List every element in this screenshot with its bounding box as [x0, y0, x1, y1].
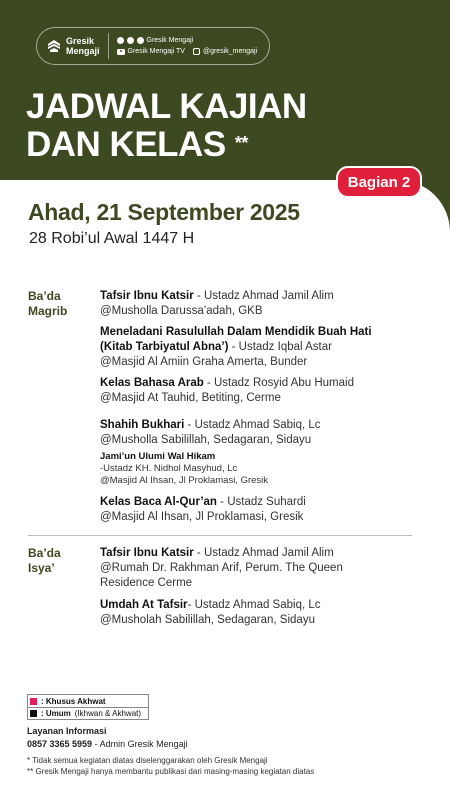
session-label-isya	[28, 546, 88, 576]
social-name: Gresik Mengaji	[146, 37, 194, 44]
session-label-magrib	[28, 289, 88, 319]
item-venue: @Masjid At Tauhid, Betiting, Cerme	[100, 392, 281, 404]
list-item	[100, 418, 321, 448]
item-venue: @Musholah Sabilillah, Sedagaran, Sidayu	[100, 614, 315, 626]
pill-divider	[108, 33, 109, 59]
list-item	[100, 495, 306, 525]
item-topic: Tafsir Ibnu Katsir	[100, 547, 194, 559]
contact-title: Layanan Informasi	[27, 726, 107, 736]
item-ustadz: - Ustadz Ahmad Jamil Alim	[193, 290, 334, 302]
item-topic: Tafsir Ibnu Katsir	[100, 290, 194, 302]
session-label-line2: Isya’	[28, 561, 55, 575]
list-item	[100, 289, 334, 319]
title-mark: **	[234, 133, 248, 153]
umum-swatch	[30, 710, 37, 717]
footnote-1: * Tidak semua kegiatan diatas diselenggarakan oleh Gresik Mengaji	[27, 756, 268, 765]
brand-name-line2: Mengaji	[66, 46, 100, 56]
facebook-icon	[117, 37, 124, 44]
social-row-1	[117, 37, 258, 44]
social-links	[117, 37, 258, 55]
item-topic: Jami’un Ulumi Wal Hikam	[100, 451, 216, 462]
part-badge: Bagian 2	[336, 166, 422, 198]
legend-akhwat-label: : Khusus Akhwat	[41, 696, 106, 706]
akhwat-swatch	[30, 698, 37, 705]
item-topic: Kelas Baca Al-Qur’an	[100, 496, 217, 508]
item-ustadz: -Ustadz KH. Nidhol Masyhud, Lc	[100, 463, 238, 474]
item-ustadz: - Ustadz Ahmad Sabiq, Lc	[187, 599, 321, 611]
page-title	[26, 88, 307, 164]
item-venue: @Musholla Darussa’adah, GKB	[100, 305, 263, 317]
session-label-line1: Ba’da	[28, 546, 61, 560]
title-line1: JADWAL KAJIAN	[26, 87, 307, 126]
session-label-line1: Ba’da	[28, 289, 61, 303]
brand-pill	[36, 27, 270, 65]
item-ustadz: - Ustadz Ahmad Jamil Alim	[193, 547, 334, 559]
item-topic: Shahih Bukhari	[100, 419, 185, 431]
item-ustadz: - Ustadz Ahmad Sabiq, Lc	[184, 419, 321, 431]
instagram-handle: @gresik_mengaji	[202, 48, 258, 55]
list-item	[100, 546, 343, 591]
brand-name-line1: Gresik	[66, 36, 95, 46]
item-venue: @Masjid Al Ihsan, Jl Proklamasi, Gresik	[100, 511, 304, 523]
brand-logo	[47, 36, 100, 56]
mosque-logo-icon	[47, 39, 61, 53]
brand-name	[66, 36, 100, 56]
contact-phone[interactable]: 0857 3365 5959	[27, 739, 93, 749]
item-topic-sub: (Kitab Tarbiyatul Abna’)	[100, 341, 229, 353]
instagram-icon	[193, 48, 200, 55]
item-ustadz: - Ustadz Suhardi	[216, 496, 306, 508]
session-divider	[28, 535, 412, 536]
youtube-name: Gresik Mengaji TV	[127, 48, 185, 55]
item-venue: @Masjid Al Amiin Graha Amerta, Bunder	[100, 356, 308, 368]
list-item	[100, 598, 321, 628]
date-hijri: 28 Robi’ul Awal 1447 H	[29, 230, 195, 247]
item-topic: Umdah At Tafsir	[100, 599, 188, 611]
legend-umum-note: (Ikhwan & Akhwat)	[74, 709, 142, 718]
legend-akhwat	[28, 695, 148, 707]
item-ustadz: - Ustadz Iqbal Astar	[228, 341, 332, 353]
legend-umum	[28, 707, 148, 719]
list-item	[100, 325, 372, 370]
item-topic: Kelas Bahasa Arab	[100, 377, 204, 389]
item-venue-cont: Residence Cerme	[100, 577, 193, 589]
date-gregorian: Ahad, 21 September 2025	[28, 199, 300, 225]
footnote-2: ** Gresik Mengaji hanya membantu publikasi dari masing-masing kegiatan diatas	[27, 767, 315, 776]
social-row-2	[117, 48, 258, 55]
item-venue: @Masjid Al Ihsan, Jl Proklamasi, Gresik	[100, 475, 269, 486]
item-venue: @Musholla Sabilillah, Sedagaran, Sidayu	[100, 434, 312, 446]
legend	[27, 694, 149, 720]
item-topic: Meneladani Rasulullah Dalam Mendidik Buah Hati	[100, 326, 372, 338]
youtube-icon	[117, 49, 125, 55]
item-venue: @Rumah Dr. Rakhman Arif, Perum. The Queen	[100, 562, 343, 574]
contact-admin: - Admin Gresik Mengaji	[92, 739, 188, 749]
telegram-icon	[137, 37, 144, 44]
list-item	[100, 376, 354, 406]
title-line2: DAN KELAS	[26, 125, 226, 164]
list-item	[100, 451, 268, 487]
whatsapp-icon	[127, 37, 134, 44]
legend-umum-label: : Umum	[41, 709, 71, 718]
item-ustadz: - Ustadz Rosyid Abu Humaid	[203, 377, 354, 389]
contact-phone-line	[27, 739, 188, 749]
session-label-line2: Magrib	[28, 304, 68, 318]
